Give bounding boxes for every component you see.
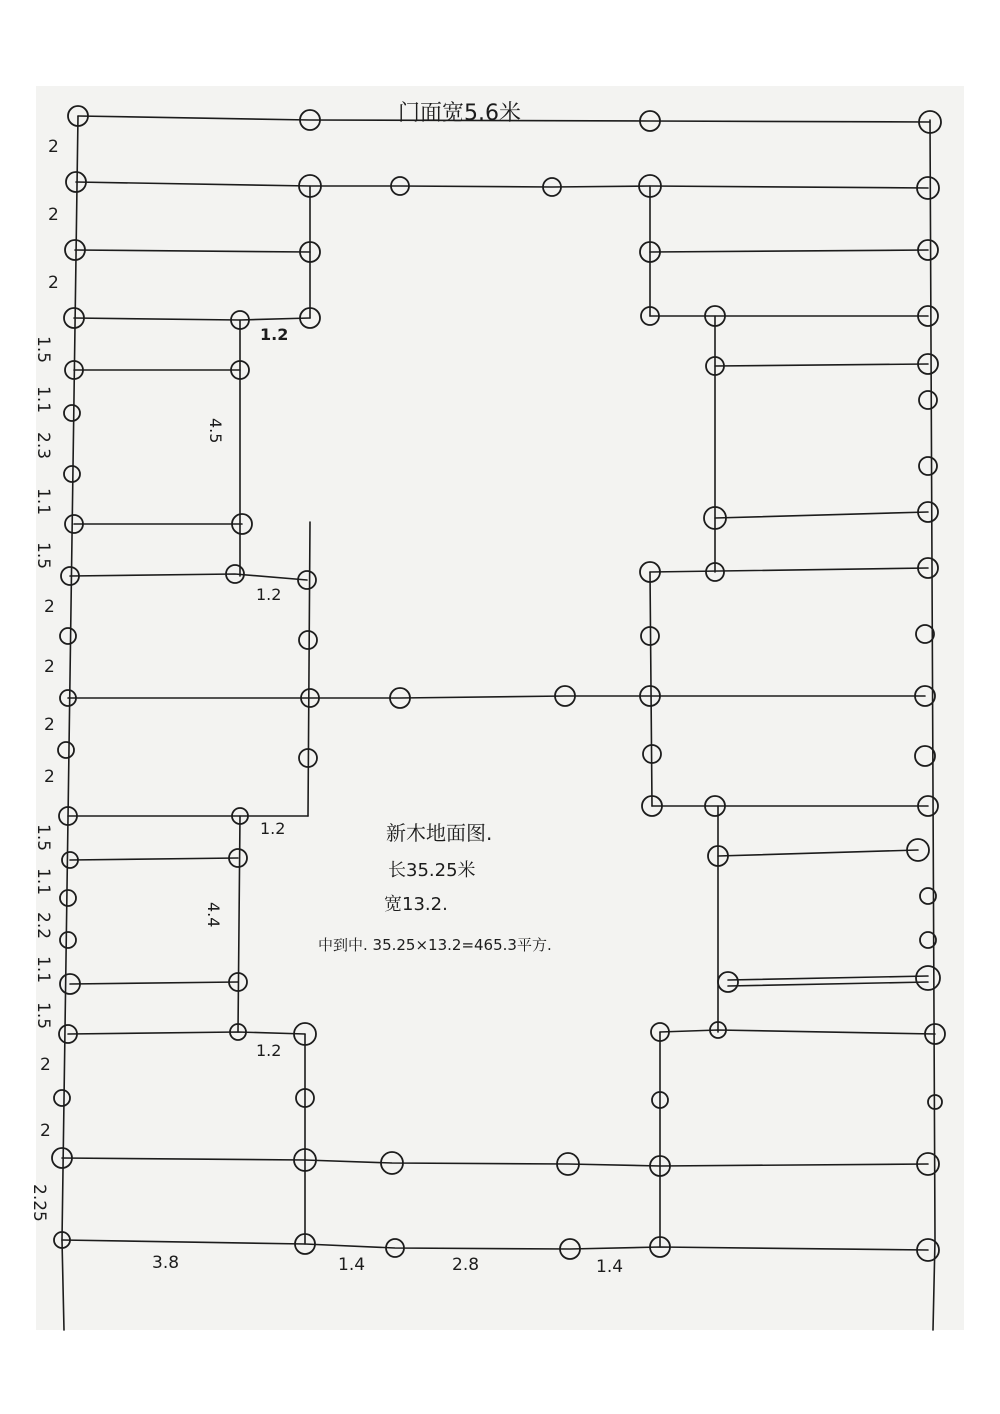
room-depth-upper: 4.5 — [206, 418, 225, 444]
dim-left-9: 2 — [44, 597, 55, 617]
left-dimension-column — [29, 137, 59, 1222]
dim-bottom-4: 1.4 — [596, 1257, 624, 1277]
room-width-top: 1.2 — [260, 325, 289, 344]
dim-left-7: 1.1 — [33, 488, 53, 516]
wall-row-2 — [76, 182, 928, 188]
dim-left-13: 1.5 — [33, 824, 53, 852]
dim-left-1: 2 — [48, 137, 59, 157]
bottom-dimension-row — [152, 1253, 623, 1277]
plan-notes — [318, 821, 552, 954]
dim-bottom-2: 1.4 — [338, 1255, 366, 1275]
dim-bottom-1: 3.8 — [152, 1253, 180, 1273]
dim-left-20: 2.25 — [29, 1184, 49, 1222]
wall-lower — [62, 1158, 928, 1166]
dim-left-3: 2 — [48, 273, 59, 293]
offset-upper: 1.2 — [256, 585, 282, 604]
dim-left-11: 2 — [44, 715, 55, 735]
dim-left-19: 2 — [40, 1121, 51, 1141]
wall-middle — [68, 696, 925, 698]
dim-left-17: 1.5 — [33, 1002, 53, 1030]
dim-left-15: 2.2 — [33, 912, 53, 940]
dim-left-14: 1.1 — [33, 868, 53, 896]
dim-left-12: 2 — [44, 767, 55, 787]
dim-left-2: 2 — [48, 205, 59, 225]
outer-wall-right — [930, 120, 935, 1330]
note-area: 中到中. 35.25×13.2=465.3平方. — [318, 936, 552, 954]
dim-left-8: 1.5 — [33, 542, 53, 570]
dim-left-18: 2 — [40, 1055, 51, 1075]
back-wall-line — [62, 1240, 928, 1250]
dim-left-10: 2 — [44, 657, 55, 677]
dim-left-5: 1.1 — [33, 386, 53, 414]
note-title: 新木地面图. — [386, 821, 493, 845]
offset-middle: 1.2 — [260, 819, 286, 838]
facade-width-label: 门面宽5.6米 — [398, 101, 521, 126]
note-length: 长35.25米 — [388, 860, 476, 881]
inner-labels — [204, 325, 288, 1060]
dim-bottom-3: 2.8 — [452, 1255, 480, 1275]
dim-left-6: 2.3 — [33, 432, 53, 460]
note-width: 宽13.2. — [384, 894, 448, 915]
dim-left-16: 1.1 — [33, 956, 53, 984]
room-depth-lower: 4.4 — [204, 902, 223, 928]
offset-lower: 1.2 — [256, 1041, 282, 1060]
dim-left-4: 1.5 — [33, 336, 53, 364]
